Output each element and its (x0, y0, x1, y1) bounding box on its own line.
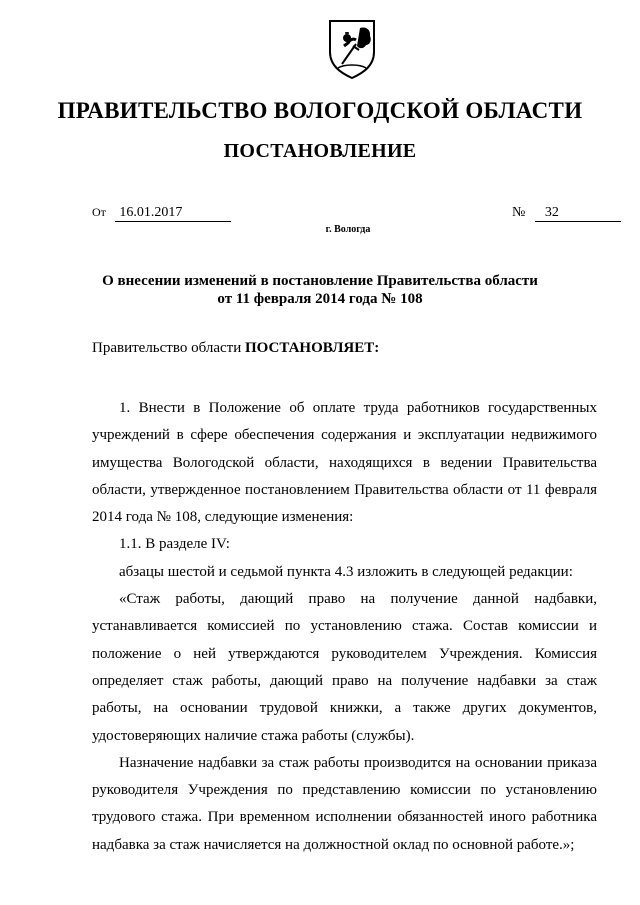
paragraph: «Стаж работы, дающий право на получение данной надбавки, устанавливается комиссией по установлению стажа. Состав комиссии и положение о ней утверждаются руководителем Учреждения. Комиссия определяет стаж работы, дающий право на получение надбавки за стаж работы, на основании трудовой книжки, а также других документов, удостоверяющих наличие стажа работы (службы). (92, 591, 597, 744)
coat-of-arms-icon (326, 18, 378, 80)
paragraph: 1.1. В разделе IV: (119, 536, 230, 553)
paragraph: 1. Внести в Положение об оплате труда работников государственных учреждений в сфере обеспечения содержания и эксплуатации недвижимого имущества Вологодской области, находящихся в ведении Правительства области, утвержденное постановлением Правительства области от 11 февраля 2014 года № 108, следующие изменения: (92, 400, 597, 526)
date-value: 16.01.2017 (115, 205, 231, 222)
document-body (92, 395, 597, 859)
number-value: 32 (535, 205, 621, 222)
org-title: ПРАВИТЕЛЬСТВО ВОЛОГОДСКОЙ ОБЛАСТИ (57, 98, 583, 123)
preamble (92, 340, 379, 357)
date-row (92, 205, 231, 222)
document-subject (60, 272, 580, 308)
number-row (512, 205, 621, 222)
document-type: ПОСТАНОВЛЕНИЕ (223, 140, 417, 162)
preamble-bold: ПОСТАНОВЛЯЕТ: (244, 340, 380, 356)
subject-line: О внесении изменений в постановление Правительства области (102, 273, 538, 289)
date-prefix: От (92, 205, 106, 219)
city: г. Вологда (325, 224, 371, 235)
preamble-text: Правительство области (92, 340, 245, 356)
paragraph: Назначение надбавки за стаж работы производится на основании приказа руководителя Учреждения по представлению комиссии по установлению трудового стажа. При временном исполнении обязанностей иного работника надбавка за стаж начисляется на должностной оклад по основной работе.»; (92, 754, 597, 853)
paragraph: абзацы шестой и седьмой пункта 4.3 изложить в следующей редакции: (119, 563, 573, 580)
subject-line: от 11 февраля 2014 года № 108 (217, 291, 423, 307)
number-prefix: № (512, 205, 526, 220)
